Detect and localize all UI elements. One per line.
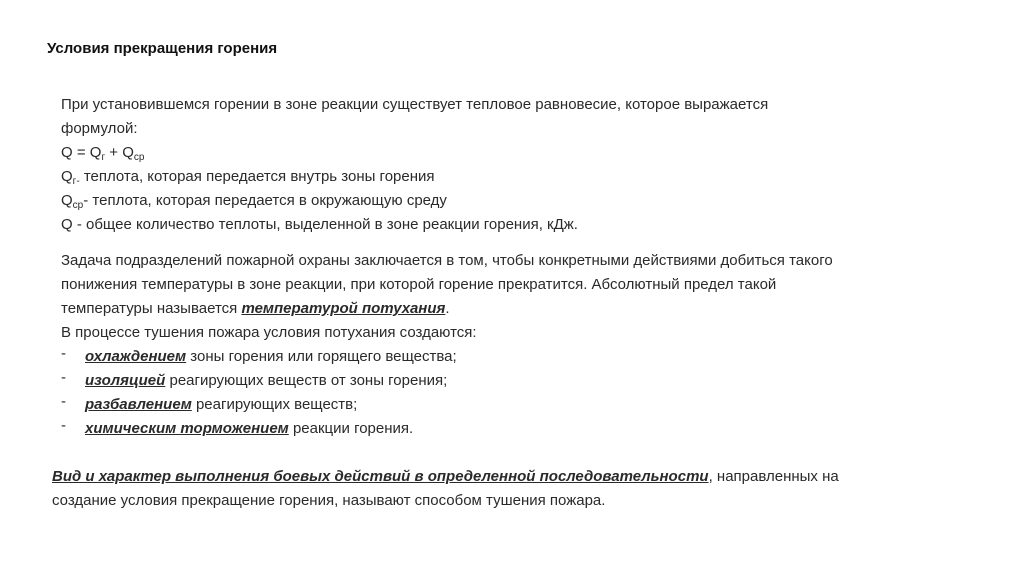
- list-item-term: изоляцией: [85, 372, 166, 389]
- list-item: [61, 369, 981, 393]
- formula-lhs: Q = Q: [61, 144, 102, 161]
- list-item-term: охлаждением: [85, 348, 187, 365]
- final-term: Вид и характер выполнения боевых действий в определенной последовательности: [52, 468, 709, 485]
- list-item: [61, 417, 981, 441]
- definition-qsr-symbol: Q: [61, 192, 73, 209]
- list-item-text: реагирующих веществ от зоны горения;: [165, 372, 448, 389]
- slide-title: Условия прекращения горения: [47, 40, 278, 57]
- definition-qg-subscript: г-: [72, 176, 80, 187]
- formula-subscript-g: г: [101, 152, 106, 163]
- final-line-1: [52, 465, 982, 489]
- bullet-dash: -: [61, 393, 66, 410]
- final-line-2: создание условия прекращение горения, называют способом тушения пожара.: [52, 492, 606, 509]
- definition-qsr: [61, 189, 981, 213]
- intro-line-2: формулой:: [61, 120, 138, 137]
- list-item: [61, 393, 981, 417]
- extinguishing-method-definition: [52, 465, 982, 513]
- bullet-dash: -: [61, 369, 66, 386]
- task-line-2: понижения температуры в зоне реакции, при которой горение прекратится. Абсолютный предел такой: [61, 276, 777, 293]
- definition-qsr-subscript: ср: [72, 200, 84, 211]
- definition-qg-text: теплота, которая передается внутрь зоны горения: [79, 168, 435, 185]
- list-item-text: зоны горения или горящего вещества;: [186, 348, 457, 365]
- task-line-1: Задача подразделений пожарной охраны заключается в том, чтобы конкретными действиями добиться такого: [61, 252, 833, 269]
- task-line-3: [61, 297, 981, 321]
- conditions-intro: В процессе тушения пожара условия потухания создаются:: [61, 324, 477, 341]
- formula-subscript-sr: ср: [133, 152, 145, 163]
- final-line-1-rest: , направленных на: [708, 468, 839, 485]
- intro-line-1: При установившемся горении в зоне реакции существует тепловое равновесие, которое выражается: [61, 96, 769, 113]
- definition-qsr-text: - теплота, которая передается в окружающую среду: [83, 192, 447, 209]
- formula-mid: + Q: [105, 144, 134, 161]
- conditions-list: [61, 345, 981, 441]
- bullet-dash: -: [61, 417, 66, 434]
- formula-line: [61, 141, 981, 165]
- bullet-dash: -: [61, 345, 66, 362]
- extinction-temperature-term: температурой потухания: [241, 300, 446, 317]
- list-item-term: разбавлением: [85, 396, 192, 413]
- equilibrium-block: [61, 93, 981, 237]
- list-item-text: реакции горения.: [288, 420, 414, 437]
- list-item-text: реагирующих веществ;: [191, 396, 358, 413]
- definition-qg: [61, 165, 981, 189]
- extinguishing-block: [61, 249, 981, 441]
- list-item: [61, 345, 981, 369]
- list-item-term: химическим торможением: [85, 420, 289, 437]
- definition-q: Q - общее количество теплоты, выделенной в зоне реакции горения, кДж.: [61, 216, 578, 233]
- task-line-3-pre: температуры называется: [61, 300, 242, 317]
- task-line-3-post: .: [445, 300, 450, 317]
- definition-qg-symbol: Q: [61, 168, 73, 185]
